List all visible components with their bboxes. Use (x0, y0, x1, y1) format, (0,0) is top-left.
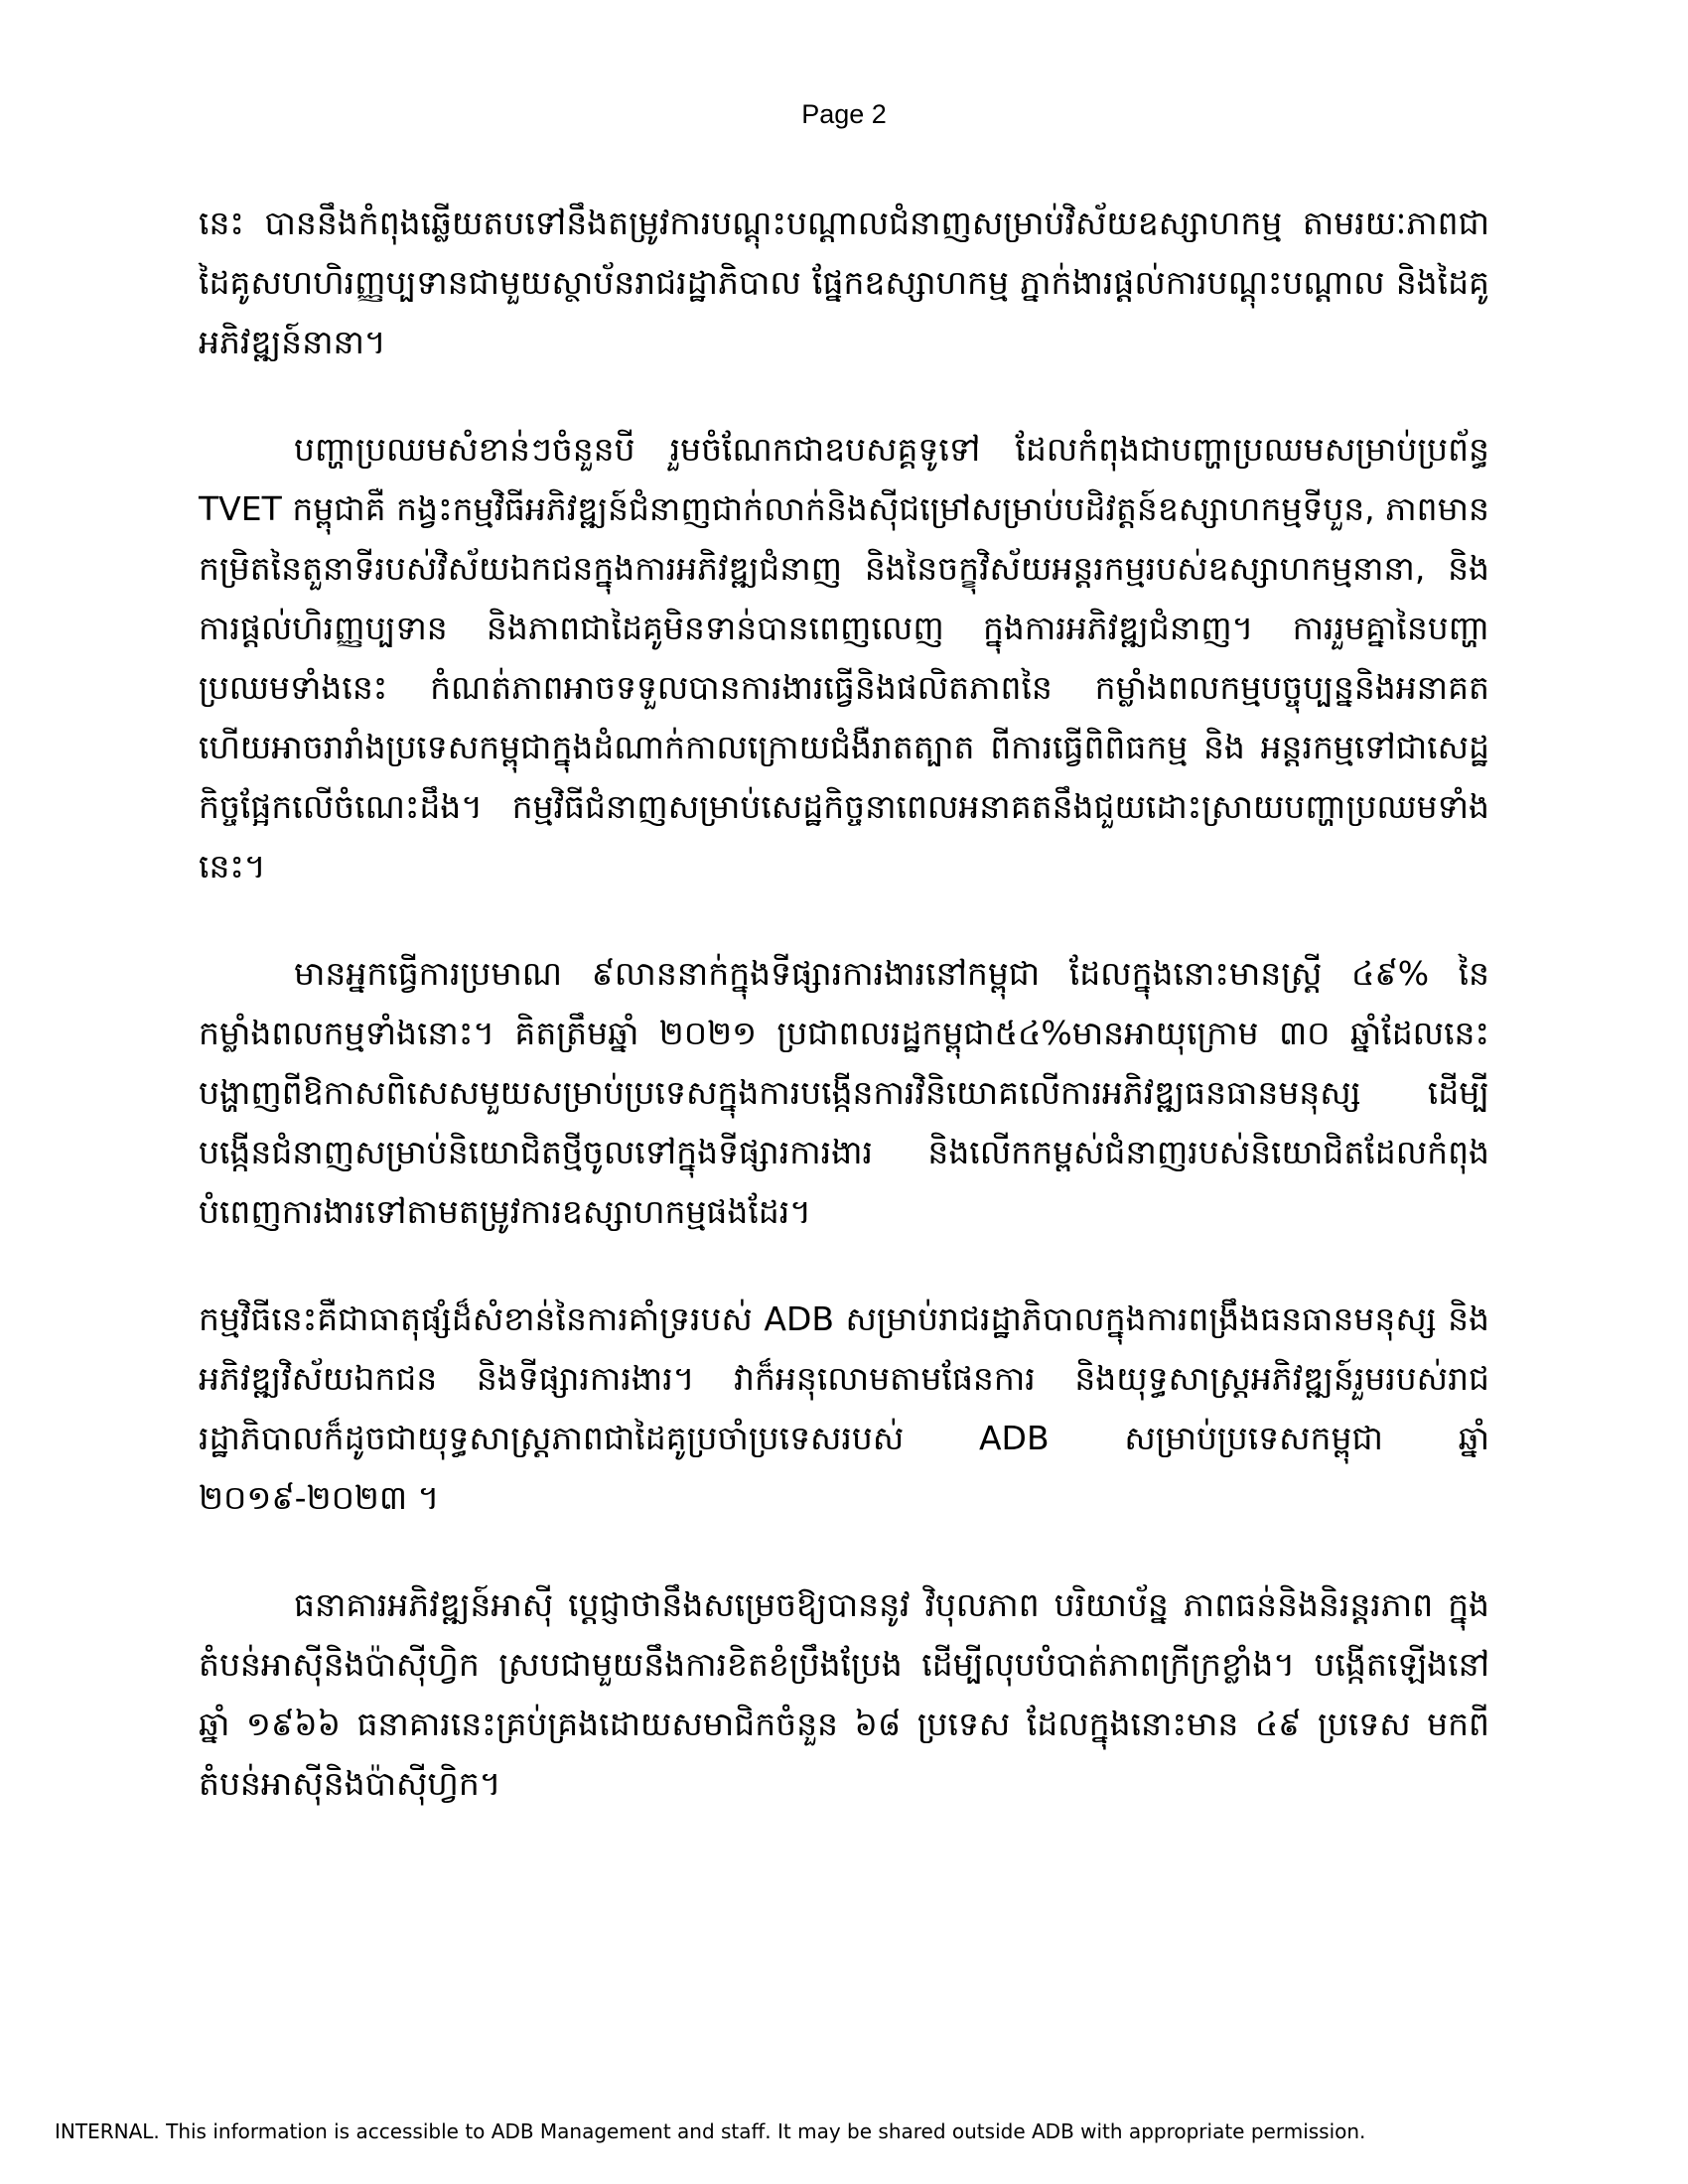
internal-notice-footer: INTERNAL. This information is accessible to ADB Management and staff. It may be shared outside ADB with appropriate permission. (55, 2119, 1366, 2143)
paragraph-labor-market: មានអ្នកធ្វើការប្រមាណ ៩លាននាក់ក្នុងទីផ្សារការងារនៅកម្ពុជា ដែលក្នុងនោះមានស្ត្រី ៤៩% នៃកម្លាំងពលកម្មទាំងនោះ។ គិតត្រឹមឆ្នាំ ២០២១ ប្រជាពលរដ្ឋកម្ពុជា៥៤%មានអាយុក្រោម ៣០ ឆ្នាំដែលនេះបង្ហាញពីឱកាសពិសេសមួយសម្រាប់ប្រទេសក្នុងការបង្កើនការវិនិយោគលើការអភិវឌ្ឍធនធានមនុស្ស ដើម្បីបង្កើនជំនាញសម្រាប់និយោជិតថ្មីចូលទៅក្នុងទីផ្សារការងារ និងលើកកម្ពស់ជំនាញរបស់និយោជិតដែលកំពុងបំពេញការងារទៅតាមតម្រូវការឧស្សាហកម្មផងដែរ។ (199, 954, 1489, 1231)
document-body (199, 194, 1489, 1861)
page-number: Page 2 (801, 99, 887, 129)
paragraph-continuation: នេះ បាននឹងកំពុងឆ្លើយតបទៅនឹងតម្រូវការបណ្តុះបណ្តាលជំនាញសម្រាប់វិស័យឧស្សាហកម្ម តាមរយៈភាពជាដៃគូសហហិរញ្ញប្បទានជាមួយស្ថាប័នរាជរដ្ឋាភិបាល ផ្នែកឧស្សាហកម្ម ភ្នាក់ងារផ្តល់ការបណ្តុះបណ្តាល និងដៃគូអភិវឌ្ឍន៍នានា។ (199, 204, 1489, 361)
paragraph-about-adb: ធនាគារអភិវឌ្ឍន៍អាស៊ី ប្តេជ្ញាថានឹងសម្រេចឱ្យបាននូវ វិបុលភាព បរិយាប័ន្ន ភាពធន់និងនិរន្តរភាព ក្នុងតំបន់អាស៊ីនិងប៉ាស៊ីហ្វិក ស្របជាមួយនឹងការខិតខំប្រឹងប្រែង ដើម្បីលុបបំបាត់ភាពក្រីក្រខ្លាំង។ បង្កើតឡើងនៅឆ្នាំ ១៩៦៦ ធនាគារនេះគ្រប់គ្រងដោយសមាជិកចំនួន ៦៨ ប្រទេស ដែលក្នុងនោះមាន ៤៩ ប្រទេស មកពីតំបន់អាស៊ីនិងប៉ាស៊ីហ្វិក។ (199, 1585, 1489, 1803)
paragraph-adb-support: កម្មវិធីនេះគឺជាធាតុផ្សំដ៏សំខាន់នៃការគាំទ្ររបស់ ADB សម្រាប់រាជរដ្ឋាភិបាលក្នុងការពង្រឹងធនធានមនុស្ស និងអភិវឌ្ឍវិស័យឯកជន និងទីផ្សារការងារ។ វាក៏អនុលោមតាមផែនការ និងយុទ្ធសាស្ត្រអភិវឌ្ឍន៍រួមរបស់រាជរដ្ឋាភិបាលក៏ដូចជាយុទ្ធសាស្ត្រភាពជាដៃគូប្រចាំប្រទេសរបស់ ADB សម្រាប់ប្រទេសកម្ពុជា ឆ្នាំ ២០១៩-២០២៣ ។ (199, 1299, 1489, 1517)
paragraph-challenges: បញ្ហាប្រឈមសំខាន់ៗចំនួនបី រួមចំណែកជាឧបសគ្គទូទៅ ដែលកំពុងជាបញ្ហាប្រឈមសម្រាប់ប្រព័ន្ធ TVET កម្ពុជាគឺ កង្វះកម្មវិធីអភិវឌ្ឍន៍ជំនាញជាក់លាក់និងស៊ីជម្រៅសម្រាប់បដិវត្តន៍ឧស្សាហកម្មទីបួន, ភាពមានកម្រិតនៃតួនាទីរបស់វិស័យឯកជនក្នុងការអភិវឌ្ឍជំនាញ និងនៃចក្ខុវិស័យអន្តរកម្មរបស់ឧស្សាហកម្មនានា, និងការផ្តល់ហិរញ្ញប្បទាន និងភាពជាដៃគូមិនទាន់បានពេញលេញ ក្នុងការអភិវឌ្ឍជំនាញ។ ការរួមគ្នានៃបញ្ហាប្រឈមទាំងនេះ កំណត់ភាពអាចទទួលបានការងារធ្វើនិងផលិតភាពនៃ កម្លាំងពលកម្មបច្ចុប្បន្ននិងអនាគត ហើយអាចរារាំងប្រទេសកម្ពុជាក្នុងដំណាក់កាលក្រោយជំងឺរាតត្បាត ពីការធ្វើពិពិធកម្ម និង អន្តរកម្មទៅជាសេដ្ឋកិច្ចផ្អែកលើចំណេះដឹង។ កម្មវិធីជំនាញសម្រាប់សេដ្ឋកិច្ចនាពេលអនាគតនឹងជួយដោះស្រាយបញ្ហាប្រឈមទាំងនេះ។ (199, 430, 1489, 886)
